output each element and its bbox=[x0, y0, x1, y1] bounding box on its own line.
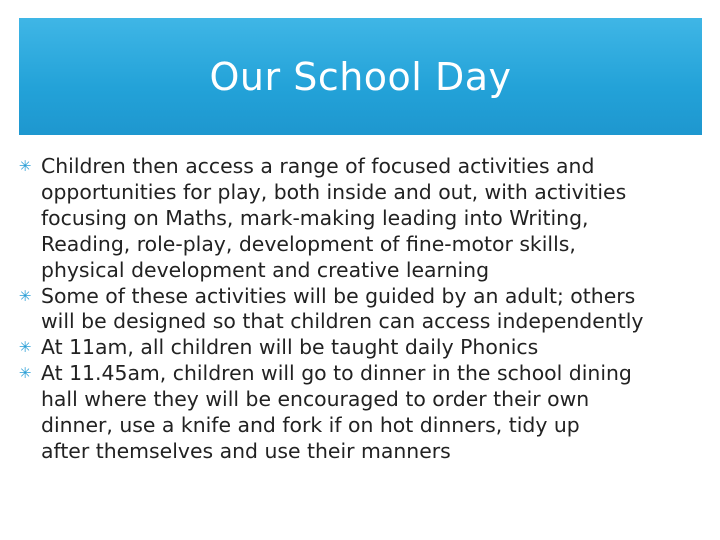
bullet-item bbox=[18, 154, 708, 284]
bullet-line: will be designed so that children can access independently bbox=[41, 309, 644, 334]
bullet-item bbox=[18, 335, 708, 361]
bullet-line: dinner, use a knife and fork if on hot dinners, tidy up bbox=[41, 413, 580, 438]
bullet-line: Children then access a range of focused activities and bbox=[41, 154, 595, 178]
bullet-line: Some of these activities will be guided by an adult; others bbox=[41, 283, 636, 308]
slide-title: Our School Day bbox=[209, 54, 512, 99]
title-banner bbox=[19, 18, 702, 135]
bullet-line: At 11.45am, children will go to dinner in the school dining bbox=[41, 361, 632, 386]
bullet-line: Reading, role-play, development of fine-motor skills, bbox=[41, 231, 576, 256]
asterisk-bullet-icon: ✳ bbox=[18, 286, 32, 305]
asterisk-bullet-icon: ✳ bbox=[18, 338, 32, 357]
bullet-list bbox=[18, 154, 708, 465]
bullet-line: opportunities for play, both inside and out, with activities bbox=[41, 179, 627, 204]
bullet-line: physical development and creative learning bbox=[41, 257, 490, 282]
bullet-item bbox=[18, 284, 708, 336]
bullet-line: after themselves and use their manners bbox=[41, 438, 451, 463]
asterisk-bullet-icon: ✳ bbox=[18, 364, 32, 383]
bullet-line: hall where they will be encouraged to order their own bbox=[41, 387, 590, 412]
bullet-line: At 11am, all children will be taught daily Phonics bbox=[41, 335, 539, 360]
asterisk-bullet-icon: ✳ bbox=[18, 157, 32, 175]
bullet-line: focusing on Maths, mark-making leading into Writing, bbox=[41, 205, 589, 230]
bullet-item bbox=[18, 361, 708, 465]
